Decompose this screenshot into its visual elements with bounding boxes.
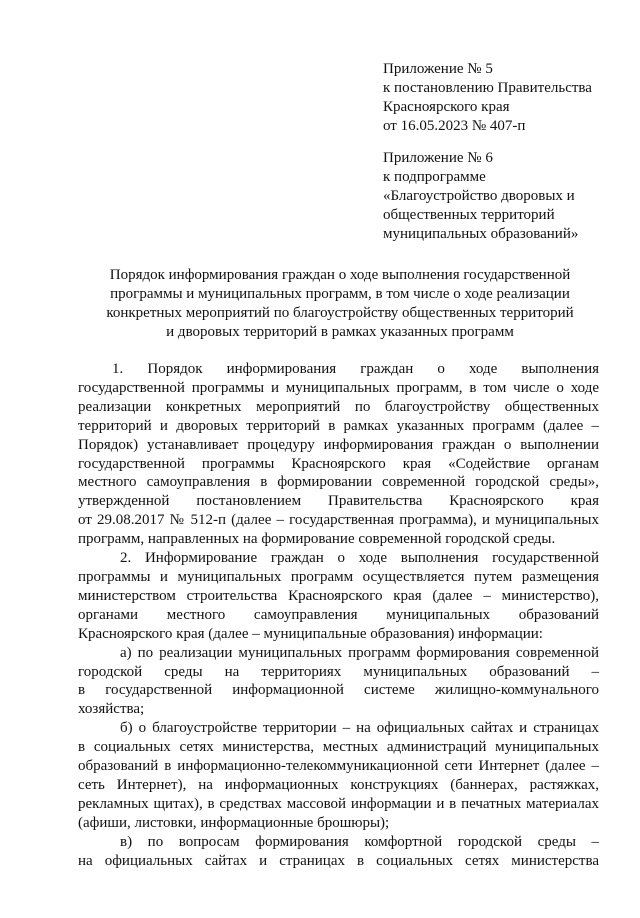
paragraph-1-line: от 29.08.2017 № 512-п (далее – государственная программа), и муниципальных	[78, 512, 599, 529]
item-b-line: сеть Интернет), на информационных конструкциях (баннерах, растяжках,	[78, 776, 599, 793]
item-b-line: б) о благоустройстве территории – на официальных сайтах и страницах	[120, 720, 599, 737]
title-line: и дворовых территорий в рамках указанных программ	[166, 324, 514, 340]
item-b-line: рекламных щитах), в средствах массовой информации и в печатных материалах	[78, 795, 599, 812]
title-line: программы и муниципальных программ, в том числе о ходе реализации	[110, 286, 570, 302]
item-c-line: на официальных сайтах и страницах в социальных сетях министерства	[78, 852, 599, 869]
item-b-line: (афиши, листовки, информационные брошюры);	[78, 814, 390, 831]
paragraph-2-line: органами местного самоуправления муниципальных образований	[78, 606, 599, 623]
paragraph-1-line: государственной программы и муниципальных программ, в том числе о ходе	[78, 379, 599, 396]
item-a-line: хозяйства;	[78, 701, 145, 718]
paragraph-1-line: 1. Порядок информирования граждан о ходе выполнения	[112, 361, 599, 377]
paragraph-1-line: государственной программы Красноярского края «Содействие органам	[78, 455, 599, 472]
appendix-5-date: от 16.05.2023 № 407-п	[383, 118, 526, 134]
item-b-line: в социальных сетях министерства, местных администраций муниципальных	[78, 739, 599, 756]
paragraph-1-line: Порядок) устанавливает процедуру информирования граждан о выполнении	[78, 436, 599, 453]
paragraph-1-line: реализации конкретных мероприятий по благоустройству общественных	[78, 398, 599, 415]
appendix-6-block	[383, 149, 623, 244]
item-a-line: а) по реализации муниципальных программ формирования современной	[120, 644, 599, 661]
paragraph-2-line: министерством строительства Красноярского края (далее – министерство),	[78, 587, 599, 604]
item-b-line: образований в информационно-телекоммуникационной сети Интернет (далее –	[78, 758, 599, 775]
item-a-line: в государственной информационной системе жилищно-коммунального	[78, 682, 599, 699]
appendix-6-line: общественных территорий	[383, 207, 555, 223]
paragraph-1-line: местного самоуправления в формировании современной городской среды»,	[78, 474, 599, 491]
appendix-5-line: к постановлению Правительства	[383, 80, 592, 96]
appendix-6-heading: Приложение № 6	[383, 150, 493, 166]
item-a-line: городской среды на территориях муниципальных образований –	[78, 663, 599, 680]
appendix-6-line: к подпрограмме	[383, 169, 486, 185]
title-line: Порядок информирования граждан о ходе выполнения государственной	[109, 267, 571, 283]
appendix-5-heading: Приложение № 5	[383, 61, 493, 77]
document-title	[70, 266, 610, 342]
paragraph-2-line: Красноярского края (далее – муниципальные образования) информации:	[78, 625, 543, 642]
item-c-line: в) по вопросам формирования комфортной городской среды –	[120, 833, 599, 850]
appendix-6-line: муниципальных образований»	[383, 226, 579, 242]
paragraph-2-line: 2. Информирование граждан о ходе выполнения государственной	[120, 550, 599, 567]
appendix-5-line: Красноярского края	[383, 99, 510, 115]
paragraph-1-line: территорий и дворовых территорий в рамках указанных программ (далее –	[78, 417, 599, 434]
paragraph-1-line: программ, направленных на формирование современной городской среды.	[78, 531, 556, 548]
paragraph-1-line: утвержденной постановлением Правительства Красноярского края	[78, 493, 599, 510]
appendix-6-line: «Благоустройство дворовых и	[383, 188, 575, 204]
title-line: конкретных мероприятий по благоустройству общественных территорий	[106, 305, 574, 321]
appendix-5-block	[383, 60, 623, 136]
paragraph-2-line: программы и муниципальных программ осуществляется путем размещения	[78, 568, 599, 585]
document-body	[78, 360, 599, 870]
